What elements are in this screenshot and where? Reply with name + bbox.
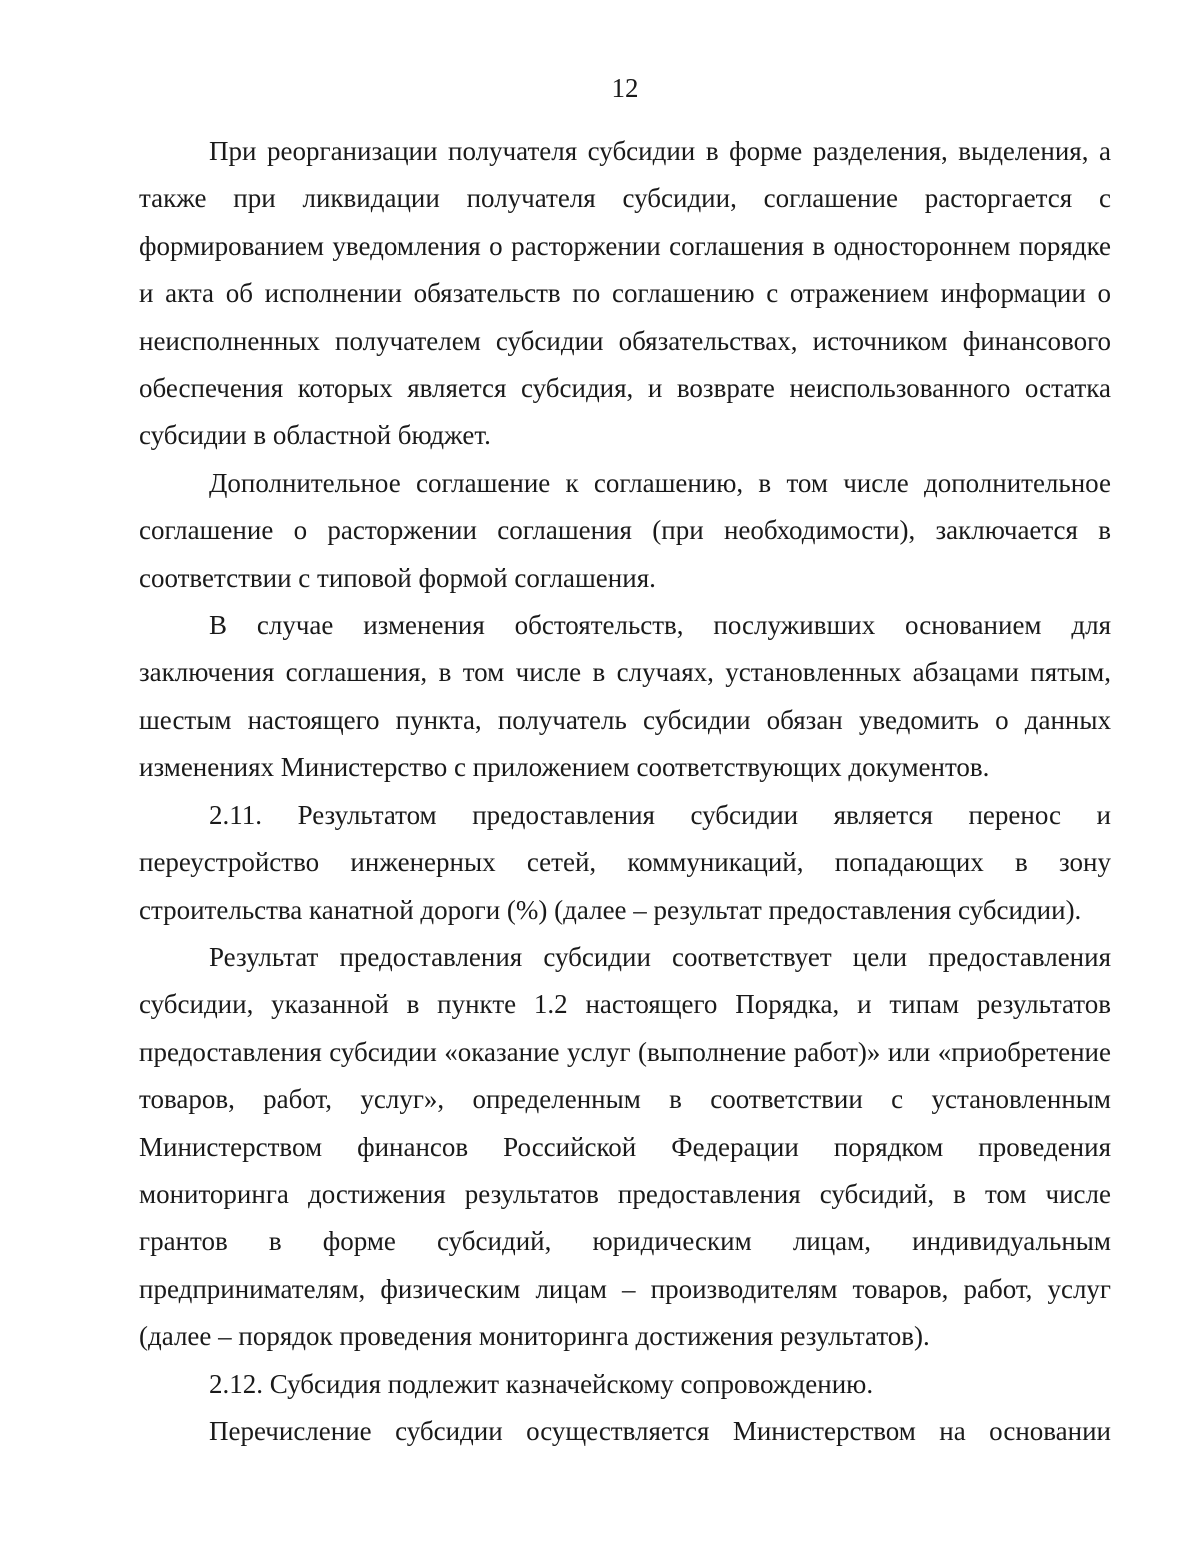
paragraph-additional-agreement: Дополнительное соглашение к соглашению, в том числе дополнительное соглашение о расторжении соглашения (при необходимости), заключается в соответствии с типовой формой соглашения. <box>139 467 1111 593</box>
page-number: 12 <box>611 73 639 103</box>
paragraph-2-12-treasury: 2.12. Субсидия подлежит казначейскому сопровождению. <box>209 1368 874 1399</box>
document-body <box>139 128 1111 1455</box>
paragraph-transfer: Перечисление субсидии осуществляется Министерством на основании <box>209 1415 1111 1446</box>
paragraph-result-compliance: Результат предоставления субсидии соответствует цели предоставления субсидии, указанной в пункте 1.2 настоящего Порядка, и типам результатов предоставления субсидии «оказание услуг (выполнение работ)» или «приобретение товаров, работ, услуг», определенным в соответствии с установленным Министерством финансов Российской Федерации порядком проведения мониторинга достижения результатов предоставления субсидий, в том числе грантов в форме субсидий, юридическим лицам, индивидуальным предпринимателям, физическим лицам – производителям товаров, работ, услуг (далее – порядок проведения мониторинга достижения результатов). <box>139 941 1111 1352</box>
paragraph-reorganization: При реорганизации получателя субсидии в форме разделения, выделения, а также при ликвидации получателя субсидии, соглашение расторгается с формированием уведомления о расторжении соглашения в одностороннем порядке и акта об исполнении обязательств по соглашению с отражением информации о неисполненных получателем субсидии обязательствах, источником финансового обеспечения которых является субсидия, и возврате неиспользованного остатка субсидии в областной бюджет. <box>139 136 1111 451</box>
paragraph-2-11-result: 2.11. Результатом предоставления субсидии является перенос и переустройство инженерных сетей, коммуникаций, попадающих в зону строительства канатной дороги (%) (далее – результат предоставления субсидии). <box>139 799 1111 925</box>
paragraph-change-circumstances: В случае изменения обстоятельств, послуживших основанием для заключения соглашения, в том числе в случаях, установленных абзацами пятым, шестым настоящего пункта, получатель субсидии обязан уведомить о данных изменениях Министерство с приложением соответствующих документов. <box>139 610 1111 783</box>
